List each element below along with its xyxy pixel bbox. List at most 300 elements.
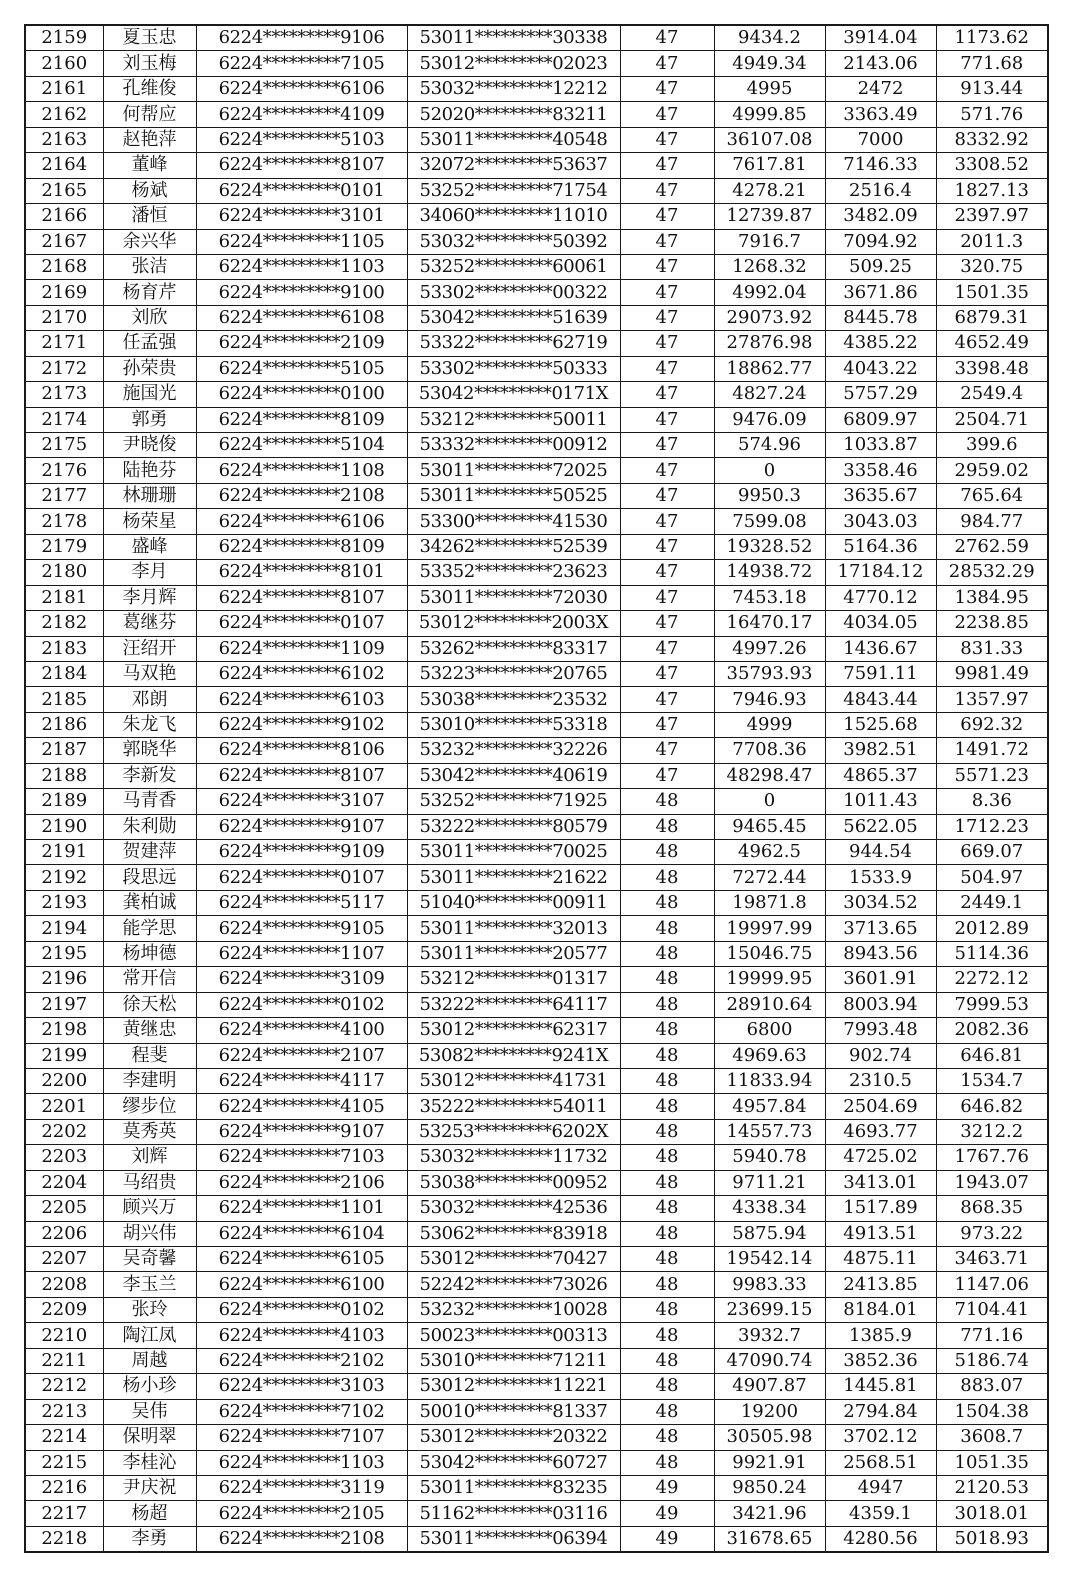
amount-cell-1: 7617.81 <box>714 153 825 178</box>
card-number-cell: 6224*********6106 <box>196 76 407 101</box>
id-number-cell: 53062*********83918 <box>407 1221 620 1246</box>
amount-cell-1: 9476.09 <box>714 407 825 432</box>
row-number-cell: 2178 <box>25 509 103 534</box>
amount-cell-2: 4770.12 <box>825 585 936 610</box>
amount-cell-3: 2011.3 <box>936 229 1048 254</box>
name-cell: 周越 <box>103 1348 196 1373</box>
card-number-cell: 6224*********8107 <box>196 585 407 610</box>
table-row <box>25 305 1048 330</box>
amount-cell-1: 4999.85 <box>714 102 825 127</box>
amount-cell-2: 1525.68 <box>825 712 936 737</box>
amount-cell-2: 4359.1 <box>825 1501 936 1526</box>
table-row <box>25 661 1048 686</box>
amount-cell-1: 9950.3 <box>714 483 825 508</box>
id-number-cell: 53042*********40619 <box>407 763 620 788</box>
table-row <box>25 1475 1048 1500</box>
card-number-cell: 6224*********1107 <box>196 941 407 966</box>
count-cell: 47 <box>620 204 714 229</box>
amount-cell-3: 3212.2 <box>936 1119 1048 1144</box>
id-number-cell: 53011*********30338 <box>407 25 620 51</box>
id-number-cell: 52020*********83211 <box>407 102 620 127</box>
table-row <box>25 254 1048 279</box>
name-cell: 林珊珊 <box>103 483 196 508</box>
amount-cell-3: 913.44 <box>936 76 1048 101</box>
count-cell: 47 <box>620 661 714 686</box>
id-number-cell: 53038*********23532 <box>407 687 620 712</box>
name-cell: 施国光 <box>103 382 196 407</box>
name-cell: 刘欣 <box>103 305 196 330</box>
card-number-cell: 6224*********4103 <box>196 1323 407 1348</box>
row-number-cell: 2191 <box>25 840 103 865</box>
count-cell: 48 <box>620 1450 714 1475</box>
amount-cell-1: 9465.45 <box>714 814 825 839</box>
amount-cell-2: 3713.65 <box>825 916 936 941</box>
table-row <box>25 509 1048 534</box>
amount-cell-3: 28532.29 <box>936 560 1048 585</box>
amount-cell-2: 1385.9 <box>825 1323 936 1348</box>
amount-cell-3: 1147.06 <box>936 1272 1048 1297</box>
amount-cell-2: 4693.77 <box>825 1119 936 1144</box>
id-number-cell: 53232*********32226 <box>407 738 620 763</box>
amount-cell-2: 2504.69 <box>825 1094 936 1119</box>
count-cell: 47 <box>620 305 714 330</box>
row-number-cell: 2215 <box>25 1450 103 1475</box>
id-number-cell: 53011*********20577 <box>407 941 620 966</box>
count-cell: 48 <box>620 941 714 966</box>
amount-cell-3: 5114.36 <box>936 941 1048 966</box>
table-row <box>25 967 1048 992</box>
row-number-cell: 2196 <box>25 967 103 992</box>
name-cell: 李玉兰 <box>103 1272 196 1297</box>
table-row <box>25 1297 1048 1322</box>
table-row <box>25 178 1048 203</box>
card-number-cell: 6224*********2106 <box>196 1170 407 1195</box>
id-number-cell: 53010*********71211 <box>407 1348 620 1373</box>
name-cell: 杨超 <box>103 1501 196 1526</box>
id-number-cell: 53010*********53318 <box>407 712 620 737</box>
amount-cell-3: 2120.53 <box>936 1475 1048 1500</box>
amount-cell-1: 4969.63 <box>714 1043 825 1068</box>
row-number-cell: 2168 <box>25 254 103 279</box>
row-number-cell: 2214 <box>25 1425 103 1450</box>
count-cell: 47 <box>620 763 714 788</box>
table-row <box>25 1374 1048 1399</box>
row-number-cell: 2208 <box>25 1272 103 1297</box>
amount-cell-1: 5875.94 <box>714 1221 825 1246</box>
id-number-cell: 35222*********54011 <box>407 1094 620 1119</box>
amount-cell-2: 1533.9 <box>825 865 936 890</box>
count-cell: 48 <box>620 1145 714 1170</box>
count-cell: 47 <box>620 407 714 432</box>
id-number-cell: 53222*********64117 <box>407 992 620 1017</box>
card-number-cell: 6224*********5105 <box>196 356 407 381</box>
amount-cell-2: 8003.94 <box>825 992 936 1017</box>
name-cell: 胡兴伟 <box>103 1221 196 1246</box>
card-number-cell: 6224*********2107 <box>196 1043 407 1068</box>
card-number-cell: 6224*********8109 <box>196 534 407 559</box>
amount-cell-2: 2516.4 <box>825 178 936 203</box>
count-cell: 47 <box>620 178 714 203</box>
id-number-cell: 53332*********00912 <box>407 433 620 458</box>
amount-cell-2: 3601.91 <box>825 967 936 992</box>
row-number-cell: 2195 <box>25 941 103 966</box>
count-cell: 48 <box>620 1399 714 1424</box>
row-number-cell: 2176 <box>25 458 103 483</box>
amount-cell-3: 2082.36 <box>936 1018 1048 1043</box>
row-number-cell: 2164 <box>25 153 103 178</box>
amount-cell-3: 771.68 <box>936 51 1048 76</box>
name-cell: 刘玉梅 <box>103 51 196 76</box>
amount-cell-3: 1767.76 <box>936 1145 1048 1170</box>
amount-cell-1: 19200 <box>714 1399 825 1424</box>
table-row <box>25 1272 1048 1297</box>
amount-cell-2: 3914.04 <box>825 25 936 51</box>
id-number-cell: 53012*********02023 <box>407 51 620 76</box>
amount-cell-2: 3413.01 <box>825 1170 936 1195</box>
amount-cell-1: 14557.73 <box>714 1119 825 1144</box>
card-number-cell: 6224*********2102 <box>196 1348 407 1373</box>
amount-cell-1: 28910.64 <box>714 992 825 1017</box>
table-row <box>25 1526 1048 1552</box>
table-row <box>25 738 1048 763</box>
row-number-cell: 2213 <box>25 1399 103 1424</box>
table-row <box>25 585 1048 610</box>
name-cell: 马双艳 <box>103 661 196 686</box>
amount-cell-1: 1268.32 <box>714 254 825 279</box>
count-cell: 47 <box>620 331 714 356</box>
table-row <box>25 1399 1048 1424</box>
amount-cell-1: 4962.5 <box>714 840 825 865</box>
row-number-cell: 2188 <box>25 763 103 788</box>
card-number-cell: 6224*********7107 <box>196 1425 407 1450</box>
amount-cell-2: 4034.05 <box>825 611 936 636</box>
name-cell: 李月 <box>103 560 196 585</box>
card-number-cell: 6224*********6108 <box>196 305 407 330</box>
count-cell: 48 <box>620 1425 714 1450</box>
amount-cell-2: 3635.67 <box>825 483 936 508</box>
count-cell: 47 <box>620 25 714 51</box>
amount-cell-2: 3482.09 <box>825 204 936 229</box>
id-number-cell: 32072*********53637 <box>407 153 620 178</box>
name-cell: 刘辉 <box>103 1145 196 1170</box>
card-number-cell: 6224*********1105 <box>196 229 407 254</box>
amount-cell-3: 2959.02 <box>936 458 1048 483</box>
amount-cell-3: 1384.95 <box>936 585 1048 610</box>
name-cell: 汪绍开 <box>103 636 196 661</box>
name-cell: 黄继忠 <box>103 1018 196 1043</box>
amount-cell-3: 2272.12 <box>936 967 1048 992</box>
id-number-cell: 53223*********20765 <box>407 661 620 686</box>
amount-cell-1: 4907.87 <box>714 1374 825 1399</box>
id-number-cell: 53011*********72025 <box>407 458 620 483</box>
amount-cell-1: 11833.94 <box>714 1068 825 1093</box>
card-number-cell: 6224*********7103 <box>196 1145 407 1170</box>
card-number-cell: 6224*********3109 <box>196 967 407 992</box>
amount-cell-2: 2413.85 <box>825 1272 936 1297</box>
table-row <box>25 356 1048 381</box>
id-number-cell: 53262*********83317 <box>407 636 620 661</box>
count-cell: 47 <box>620 280 714 305</box>
id-number-cell: 50023*********00313 <box>407 1323 620 1348</box>
table-row <box>25 76 1048 101</box>
name-cell: 邓朗 <box>103 687 196 712</box>
table-row <box>25 534 1048 559</box>
card-number-cell: 6224*********9100 <box>196 280 407 305</box>
id-number-cell: 53232*********10028 <box>407 1297 620 1322</box>
amount-cell-1: 9921.91 <box>714 1450 825 1475</box>
row-number-cell: 2218 <box>25 1526 103 1552</box>
row-number-cell: 2193 <box>25 890 103 915</box>
table-row <box>25 763 1048 788</box>
amount-cell-1: 4997.26 <box>714 636 825 661</box>
amount-cell-3: 831.33 <box>936 636 1048 661</box>
amount-cell-1: 7599.08 <box>714 509 825 534</box>
row-number-cell: 2165 <box>25 178 103 203</box>
amount-cell-3: 1504.38 <box>936 1399 1048 1424</box>
name-cell: 尹庆祝 <box>103 1475 196 1500</box>
id-number-cell: 53212*********01317 <box>407 967 620 992</box>
amount-cell-1: 4338.34 <box>714 1196 825 1221</box>
table-row <box>25 712 1048 737</box>
amount-cell-2: 3043.03 <box>825 509 936 534</box>
table-body <box>25 25 1048 1552</box>
row-number-cell: 2161 <box>25 76 103 101</box>
row-number-cell: 2210 <box>25 1323 103 1348</box>
id-number-cell: 53012*********20322 <box>407 1425 620 1450</box>
card-number-cell: 6224*********0102 <box>196 992 407 1017</box>
amount-cell-3: 692.32 <box>936 712 1048 737</box>
amount-cell-3: 3308.52 <box>936 153 1048 178</box>
amount-cell-3: 1051.35 <box>936 1450 1048 1475</box>
amount-cell-2: 4875.11 <box>825 1247 936 1272</box>
table-row <box>25 1323 1048 1348</box>
row-number-cell: 2200 <box>25 1068 103 1093</box>
count-cell: 48 <box>620 967 714 992</box>
amount-cell-1: 19997.99 <box>714 916 825 941</box>
count-cell: 47 <box>620 585 714 610</box>
amount-cell-1: 7272.44 <box>714 865 825 890</box>
name-cell: 余兴华 <box>103 229 196 254</box>
id-number-cell: 53011*********83235 <box>407 1475 620 1500</box>
amount-cell-1: 9850.24 <box>714 1475 825 1500</box>
amount-cell-2: 7094.92 <box>825 229 936 254</box>
row-number-cell: 2171 <box>25 331 103 356</box>
row-number-cell: 2198 <box>25 1018 103 1043</box>
table-row <box>25 992 1048 1017</box>
amount-cell-3: 646.82 <box>936 1094 1048 1119</box>
amount-cell-1: 9983.33 <box>714 1272 825 1297</box>
table-row <box>25 229 1048 254</box>
name-cell: 杨坤德 <box>103 941 196 966</box>
name-cell: 盛峰 <box>103 534 196 559</box>
amount-cell-2: 902.74 <box>825 1043 936 1068</box>
amount-cell-1: 4999 <box>714 712 825 737</box>
id-number-cell: 34060*********11010 <box>407 204 620 229</box>
count-cell: 48 <box>620 992 714 1017</box>
name-cell: 夏玉忠 <box>103 25 196 51</box>
table-row <box>25 433 1048 458</box>
amount-cell-2: 509.25 <box>825 254 936 279</box>
id-number-cell: 53012*********62317 <box>407 1018 620 1043</box>
count-cell: 48 <box>620 789 714 814</box>
row-number-cell: 2202 <box>25 1119 103 1144</box>
amount-cell-2: 7000 <box>825 127 936 152</box>
name-cell: 龚柏诚 <box>103 890 196 915</box>
count-cell: 48 <box>620 1297 714 1322</box>
amount-cell-3: 1501.35 <box>936 280 1048 305</box>
row-number-cell: 2212 <box>25 1374 103 1399</box>
amount-cell-1: 18862.77 <box>714 356 825 381</box>
card-number-cell: 6224*********8109 <box>196 407 407 432</box>
id-number-cell: 53252*********60061 <box>407 254 620 279</box>
amount-cell-1: 4995 <box>714 76 825 101</box>
id-number-cell: 53011*********50525 <box>407 483 620 508</box>
count-cell: 48 <box>620 1247 714 1272</box>
amount-cell-1: 7453.18 <box>714 585 825 610</box>
count-cell: 48 <box>620 1221 714 1246</box>
amount-cell-1: 19328.52 <box>714 534 825 559</box>
name-cell: 李桂沁 <box>103 1450 196 1475</box>
amount-cell-2: 7591.11 <box>825 661 936 686</box>
amount-cell-3: 1827.13 <box>936 178 1048 203</box>
amount-cell-1: 19542.14 <box>714 1247 825 1272</box>
card-number-cell: 6224*********0107 <box>196 611 407 636</box>
amount-cell-2: 1517.89 <box>825 1196 936 1221</box>
amount-cell-2: 7146.33 <box>825 153 936 178</box>
amount-cell-1: 7916.7 <box>714 229 825 254</box>
count-cell: 47 <box>620 229 714 254</box>
name-cell: 贺建萍 <box>103 840 196 865</box>
amount-cell-1: 574.96 <box>714 433 825 458</box>
amount-cell-3: 2504.71 <box>936 407 1048 432</box>
id-number-cell: 53012*********70427 <box>407 1247 620 1272</box>
card-number-cell: 6224*********7105 <box>196 51 407 76</box>
amount-cell-2: 2568.51 <box>825 1450 936 1475</box>
row-number-cell: 2170 <box>25 305 103 330</box>
table-row <box>25 941 1048 966</box>
count-cell: 47 <box>620 458 714 483</box>
count-cell: 47 <box>620 611 714 636</box>
card-number-cell: 6224*********6102 <box>196 661 407 686</box>
count-cell: 47 <box>620 534 714 559</box>
row-number-cell: 2162 <box>25 102 103 127</box>
card-number-cell: 6224*********9102 <box>196 712 407 737</box>
amount-cell-2: 3358.46 <box>825 458 936 483</box>
name-cell: 马绍贵 <box>103 1170 196 1195</box>
amount-cell-3: 2549.4 <box>936 382 1048 407</box>
amount-cell-2: 4913.51 <box>825 1221 936 1246</box>
id-number-cell: 53322*********62719 <box>407 331 620 356</box>
name-cell: 能学思 <box>103 916 196 941</box>
amount-cell-1: 19871.8 <box>714 890 825 915</box>
amount-cell-2: 5757.29 <box>825 382 936 407</box>
amount-cell-2: 2472 <box>825 76 936 101</box>
amount-cell-3: 4652.49 <box>936 331 1048 356</box>
id-number-cell: 51162*********03116 <box>407 1501 620 1526</box>
amount-cell-2: 4947 <box>825 1475 936 1500</box>
table-row <box>25 636 1048 661</box>
count-cell: 48 <box>620 1170 714 1195</box>
table-row <box>25 153 1048 178</box>
table-row <box>25 1094 1048 1119</box>
card-number-cell: 6224*********5117 <box>196 890 407 915</box>
amount-cell-2: 1436.67 <box>825 636 936 661</box>
name-cell: 张洁 <box>103 254 196 279</box>
id-number-cell: 53012*********41731 <box>407 1068 620 1093</box>
card-number-cell: 6224*********8106 <box>196 738 407 763</box>
id-number-cell: 53038*********00952 <box>407 1170 620 1195</box>
table-row <box>25 611 1048 636</box>
amount-cell-3: 771.16 <box>936 1323 1048 1348</box>
name-cell: 杨斌 <box>103 178 196 203</box>
table-row <box>25 1348 1048 1373</box>
count-cell: 47 <box>620 560 714 585</box>
id-number-cell: 53253*********6202X <box>407 1119 620 1144</box>
amount-cell-3: 973.22 <box>936 1221 1048 1246</box>
card-number-cell: 6224*********3107 <box>196 789 407 814</box>
amount-cell-1: 35793.93 <box>714 661 825 686</box>
amount-cell-2: 1445.81 <box>825 1374 936 1399</box>
amount-cell-1: 6800 <box>714 1018 825 1043</box>
amount-cell-2: 17184.12 <box>825 560 936 585</box>
amount-cell-2: 4843.44 <box>825 687 936 712</box>
count-cell: 47 <box>620 382 714 407</box>
table-row <box>25 890 1048 915</box>
card-number-cell: 6224*********4109 <box>196 102 407 127</box>
name-cell: 徐天松 <box>103 992 196 1017</box>
table-row <box>25 1221 1048 1246</box>
name-cell: 赵艳萍 <box>103 127 196 152</box>
card-number-cell: 6224*********1101 <box>196 1196 407 1221</box>
id-number-cell: 53011*********70025 <box>407 840 620 865</box>
amount-cell-1: 9434.2 <box>714 25 825 51</box>
name-cell: 陶江凤 <box>103 1323 196 1348</box>
amount-cell-3: 7999.53 <box>936 992 1048 1017</box>
row-number-cell: 2206 <box>25 1221 103 1246</box>
table-row <box>25 1145 1048 1170</box>
count-cell: 48 <box>620 1043 714 1068</box>
card-number-cell: 6224*********0102 <box>196 1297 407 1322</box>
table-row <box>25 789 1048 814</box>
count-cell: 48 <box>620 1119 714 1144</box>
card-number-cell: 6224*********1103 <box>196 1450 407 1475</box>
row-number-cell: 2192 <box>25 865 103 890</box>
count-cell: 48 <box>620 1348 714 1373</box>
amount-cell-3: 2449.1 <box>936 890 1048 915</box>
card-number-cell: 6224*********1109 <box>196 636 407 661</box>
id-number-cell: 52242*********73026 <box>407 1272 620 1297</box>
amount-cell-1: 0 <box>714 458 825 483</box>
row-number-cell: 2163 <box>25 127 103 152</box>
amount-cell-3: 5018.93 <box>936 1526 1048 1552</box>
amount-cell-3: 571.76 <box>936 102 1048 127</box>
amount-cell-1: 4957.84 <box>714 1094 825 1119</box>
card-number-cell: 6224*********9106 <box>196 25 407 51</box>
amount-cell-3: 5186.74 <box>936 1348 1048 1373</box>
id-number-cell: 53082*********9241X <box>407 1043 620 1068</box>
card-number-cell: 6224*********0107 <box>196 865 407 890</box>
name-cell: 郭晓华 <box>103 738 196 763</box>
count-cell: 49 <box>620 1526 714 1552</box>
data-table <box>24 24 1049 1553</box>
id-number-cell: 53032*********12212 <box>407 76 620 101</box>
amount-cell-3: 6879.31 <box>936 305 1048 330</box>
row-number-cell: 2167 <box>25 229 103 254</box>
count-cell: 47 <box>620 738 714 763</box>
card-number-cell: 6224*********2108 <box>196 1526 407 1552</box>
name-cell: 孙荣贵 <box>103 356 196 381</box>
amount-cell-3: 2012.89 <box>936 916 1048 941</box>
